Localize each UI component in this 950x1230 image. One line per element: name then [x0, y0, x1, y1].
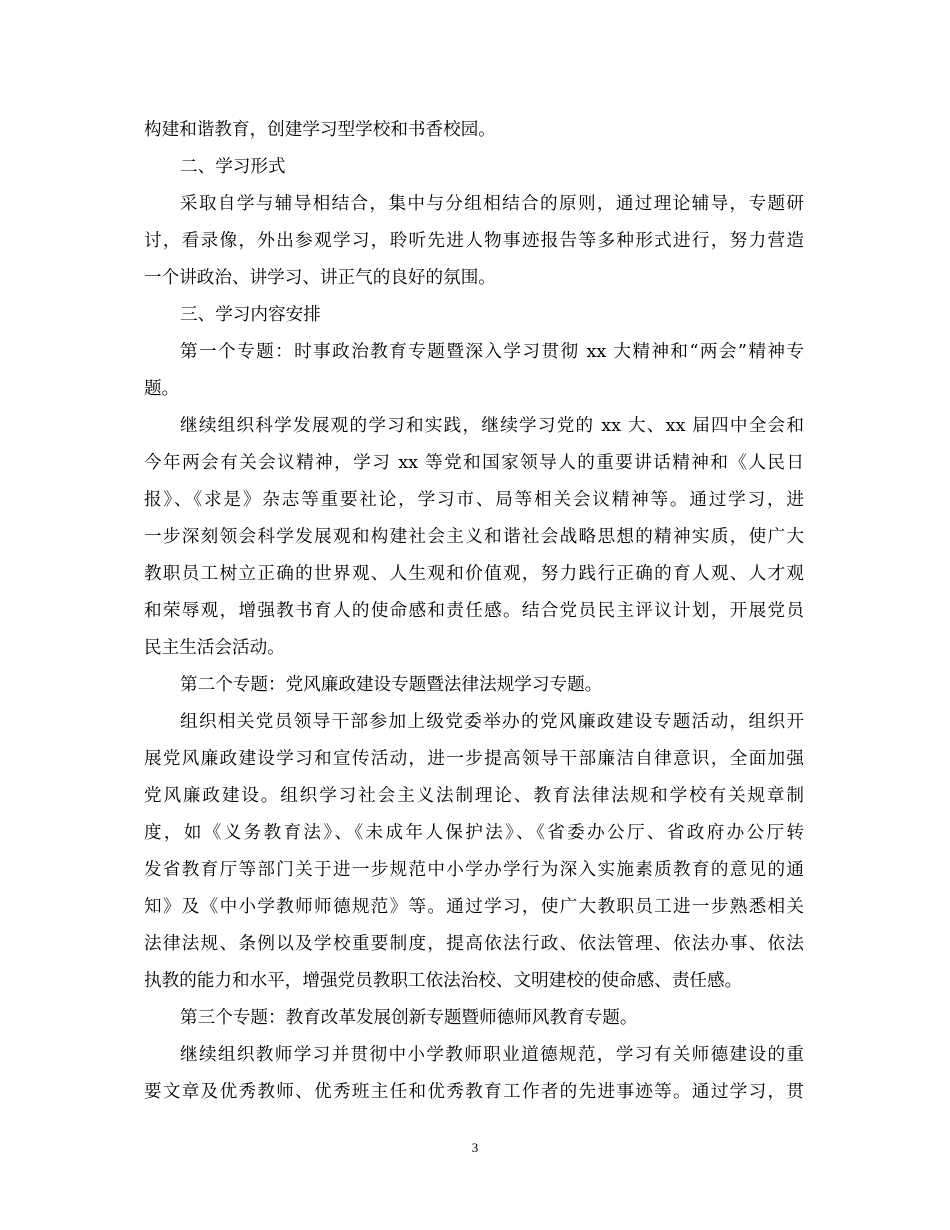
- text-line: 组织相关党员领导干部参加上级党委举办的党风廉政建设专题活动，组织开: [180, 712, 804, 732]
- text-line: 发省教育厅等部门关于进一步规范中小学办学行为深入实施素质教育的意见的通: [144, 860, 804, 880]
- body-text: [144, 112, 804, 1111]
- topic-heading: 第二个专题：党风廉政建设专题暨法律法规学习专题。: [180, 675, 603, 695]
- text-line: 讨，看录像，外出参观学习，聆听先进人物事迹报告等多种形式进行，努力营造: [144, 231, 804, 251]
- text-line: 民主生活会活动。: [144, 638, 285, 658]
- text-line: 和荣辱观，增强教书育人的使命感和责任感。结合党员民主评议计划，开展党员: [144, 601, 804, 621]
- topic-heading: 第三个专题：教育改革发展创新专题暨师德师风教育专题。: [180, 1008, 638, 1028]
- text-line: 今年两会有关会议精神，学习 xx 等党和国家领导人的重要讲话精神和《人民日: [144, 453, 804, 473]
- text-line: 报》、《求是》杂志等重要社论，学习市、局等相关会议精神等。通过学习，进: [144, 490, 804, 510]
- section-heading: 三、学习内容安排: [180, 305, 321, 325]
- text-line: 执教的能力和水平，增强党员教职工依法治校、文明建校的使命感、责任感。: [144, 971, 743, 991]
- text-line: 继续组织教师学习并贯彻中小学教师职业道德规范，学习有关师德建设的重: [180, 1045, 804, 1065]
- text-line: 法律法规、条例以及学校重要制度，提高依法行政、依法管理、依法办事、依法: [144, 934, 804, 954]
- text-line: 一个讲政治、讲学习、讲正气的良好的氛围。: [144, 268, 496, 288]
- text-line: 构建和谐教育，创建学习型学校和书香校园。: [144, 120, 496, 140]
- text-line: 度，如《义务教育法》、《未成年人保护法》、《省委办公厅、省政府办公厅转: [144, 823, 804, 843]
- text-line: 展党风廉政建设学习和宣传活动，进一步提高领导干部廉洁自律意识，全面加强: [144, 749, 804, 769]
- text-line: 要文章及优秀教师、优秀班主任和优秀教育工作者的先进事迹等。通过学习，贯: [144, 1082, 804, 1102]
- page-number: 3: [471, 1140, 479, 1155]
- text-line: 党风廉政建设。组织学习社会主义法制理论、教育法律法规和学校有关规章制: [144, 786, 804, 806]
- text-line: 采取自学与辅导相结合，集中与分组相结合的原则，通过理论辅导，专题研: [180, 194, 804, 214]
- section-heading: 二、学习形式: [180, 157, 286, 177]
- text-line: 一步深刻领会科学发展观和构建社会主义和谐社会战略思想的精神实质，使广大: [144, 527, 804, 547]
- topic-heading: 第一个专题：时事政治教育专题暨深入学习贯彻 xx 大精神和“两会”精神专: [180, 342, 804, 362]
- text-line: 知》及《中小学教师师德规范》等。通过学习，使广大教职员工进一步熟悉相关: [144, 897, 804, 917]
- text-line: 题。: [144, 379, 180, 399]
- text-line: 教职员工树立正确的世界观、人生观和价值观，努力践行正确的育人观、人才观: [144, 564, 804, 584]
- text-line: 继续组织科学发展观的学习和实践，继续学习党的 xx 大、xx 届四中全会和: [180, 416, 804, 436]
